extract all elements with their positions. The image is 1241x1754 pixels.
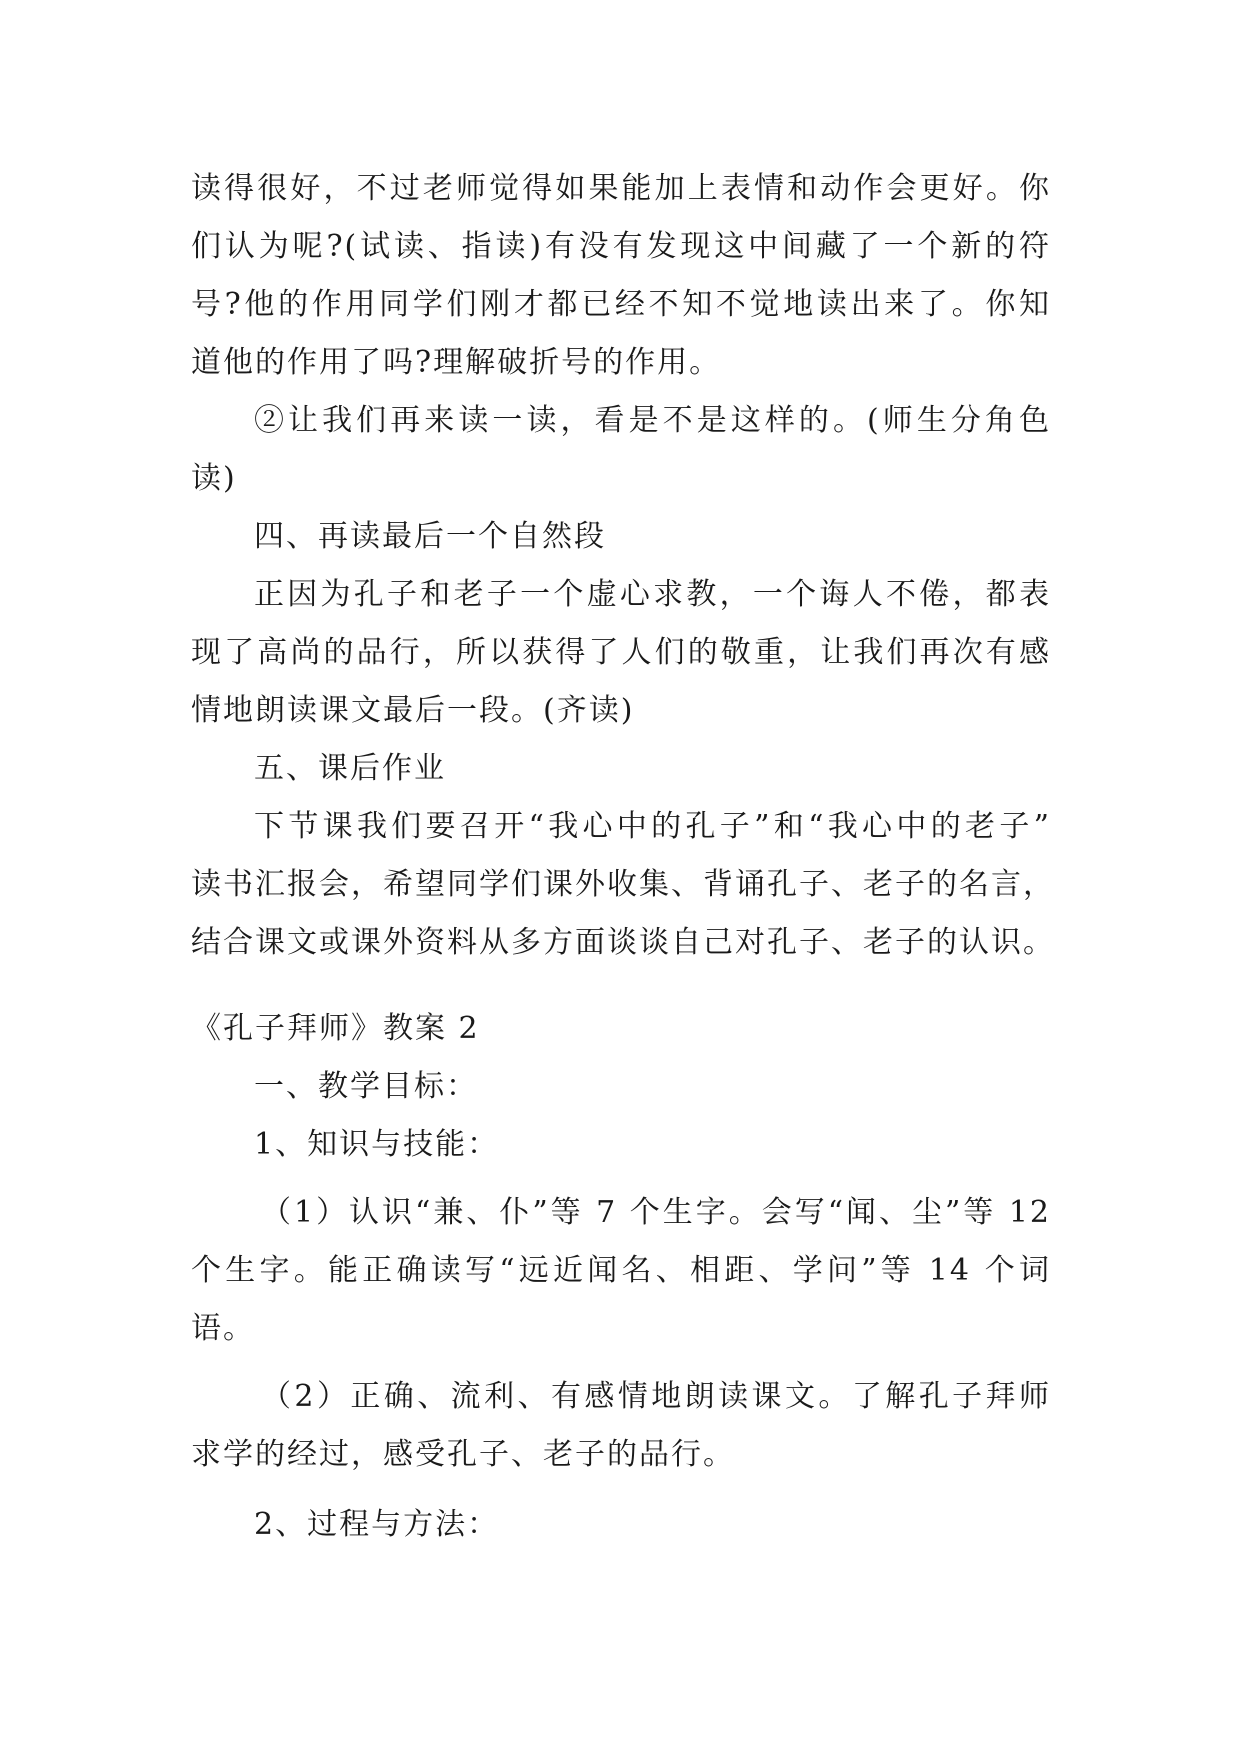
knowledge-skills-heading: 1、知识与技能：	[254, 1127, 500, 1162]
text-line: 读)	[191, 461, 237, 496]
text-line: 情地朗读课文最后一段。(齐读)	[191, 693, 635, 728]
text-line: 下节课我们要召开“我心中的孔子”和“我心中的老子”	[254, 809, 1051, 844]
text-line: 结合课文或课外资料从多方面谈谈自己对孔子、老子的认识。	[191, 925, 1055, 960]
text-line: （2）正确、流利、有感情地朗读课文。了解孔子拜师	[261, 1379, 1051, 1414]
text-line: 现了高尚的品行，所以获得了人们的敬重，让我们再次有感	[191, 635, 1051, 670]
process-methods-heading: 2、过程与方法：	[254, 1507, 500, 1542]
section-heading-four: 四、再读最后一个自然段	[254, 519, 606, 554]
text-line: 们认为呢?(试读、指读)有没有发现这中间藏了一个新的符	[191, 229, 1051, 264]
section-heading-five: 五、课后作业	[254, 751, 446, 786]
text-line: ②让我们再来读一读，看是不是这样的。(师生分角色	[254, 403, 1051, 438]
paragraph-goal-two	[191, 1368, 1051, 1484]
paragraph-read-again	[191, 392, 1051, 508]
text-line: 号?他的作用同学们刚才都已经不知不觉地读出来了。你知	[191, 287, 1051, 322]
paragraph-homework	[191, 798, 1055, 972]
text-line: （1）认识“兼、仆”等 7 个生字。会写“闻、尘”等 12	[261, 1195, 1051, 1230]
teaching-goals-heading: 一、教学目标：	[254, 1069, 478, 1104]
text-line: 个生字。能正确读写“远近闻名、相距、学问”等 14 个词	[191, 1253, 1051, 1288]
document-page	[191, 160, 1055, 1554]
text-line: 道他的作用了吗?理解破折号的作用。	[191, 345, 722, 380]
text-line: 读得很好，不过老师觉得如果能加上表情和动作会更好。你	[191, 171, 1051, 206]
text-line: 正因为孔子和老子一个虚心求教，一个诲人不倦，都表	[254, 577, 1051, 612]
paragraph-last-section	[191, 566, 1051, 740]
text-line: 语。	[191, 1311, 255, 1346]
paragraph-reading-feedback	[191, 160, 1051, 392]
text-line: 求学的经过，感受孔子、老子的品行。	[191, 1437, 735, 1472]
lesson-plan-title: 《孔子拜师》教案 2	[191, 1011, 480, 1046]
paragraph-goal-one	[191, 1184, 1051, 1358]
text-line: 读书汇报会，希望同学们课外收集、背诵孔子、老子的名言，	[191, 867, 1055, 902]
